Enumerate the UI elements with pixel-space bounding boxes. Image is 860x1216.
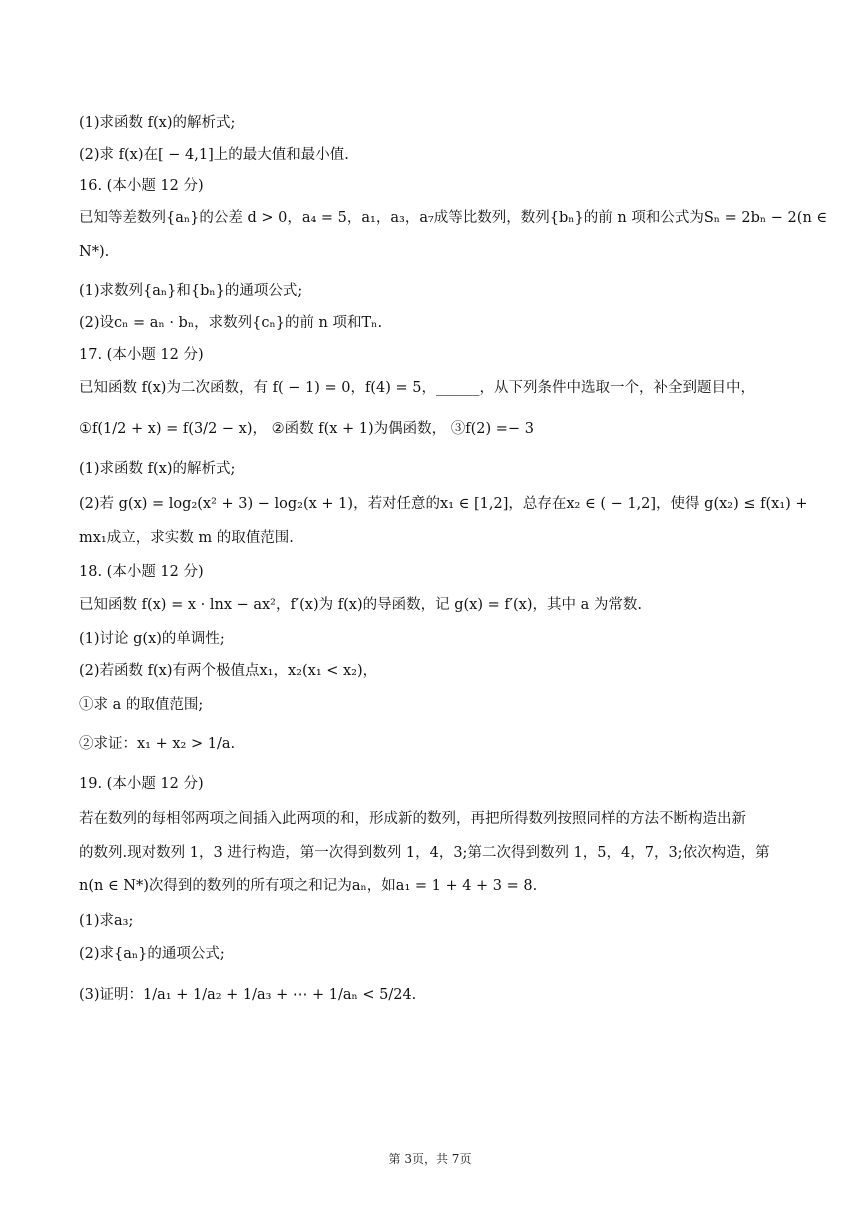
page-footer: 第 3页，共 7页 — [388, 1152, 472, 1166]
q19-heading: 19. (本小题 12 分) — [79, 776, 204, 792]
q17-part2-line1: (2)若 g(x) = log₂(x² + 3) − log₂(x + 1)，若对任意的x₁ ∈ [1,2]，总存在x₂ ∈ ( − 1,2]，使得 g(x₂) ≤ f(x₁) + — [79, 496, 808, 512]
q19-part3: (3)证明：1/a₁ + 1/a₂ + 1/a₃ + ⋯ + 1/aₙ < 5/24. — [79, 987, 417, 1003]
q19-part1: (1)求a₃; — [79, 913, 134, 929]
q16-part2: (2)设cₙ = aₙ · bₙ，求数列{cₙ}的前 n 项和Tₙ. — [79, 315, 383, 331]
q18-part2-sub2: ②求证：x₁ + x₂ > 1/a. — [79, 736, 236, 752]
q19-stem-line3: n(n ∈ N*)次得到的数列的所有项之和记为aₙ，如a₁ = 1 + 4 + 3 = 8. — [79, 878, 538, 894]
q17-part1: (1)求函数 f(x)的解析式; — [79, 461, 236, 477]
q18-part2-sub1: ①求 a 的取值范围; — [79, 697, 204, 713]
q17-conditions: ①f(1/2 + x) = f(3/2 − x)， ②函数 f(x + 1)为偶函数， ③f(2) =− 3 — [79, 421, 534, 437]
q19-part2: (2)求{aₙ}的通项公式; — [79, 946, 225, 962]
q15-part2: (2)求 f(x)在[ − 4,1]上的最大值和最小值. — [79, 147, 349, 163]
q16-heading: 16. (本小题 12 分) — [79, 178, 204, 194]
q19-stem-line1: 若在数列的每相邻两项之间插入此两项的和，形成新的数列，再把所得数列按照同样的方法不断构造出新 — [79, 811, 746, 827]
q18-part1: (1)讨论 g(x)的单调性; — [79, 631, 225, 647]
q15-part1: (1)求函数 f(x)的解析式; — [79, 115, 236, 131]
q18-heading: 18. (本小题 12 分) — [79, 564, 204, 580]
q18-stem: 已知函数 f(x) = x · lnx − ax²，f′(x)为 f(x)的导函数，记 g(x) = f′(x)，其中 a 为常数. — [79, 597, 642, 613]
q17-stem: 已知函数 f(x)为二次函数，有 f( − 1) = 0，f(4) = 5，______，从下列条件中选取一个，补全到题目中， — [79, 380, 755, 396]
q17-part2-line2: mx₁成立，求实数 m 的取值范围. — [79, 530, 294, 546]
q16-stem-line1: 已知等差数列{aₙ}的公差 d > 0，a₄ = 5，a₁，a₃，a₇成等比数列，数列{bₙ}的前 n 项和公式为Sₙ = 2bₙ − 2(n ∈ — [79, 210, 828, 226]
q17-heading: 17. (本小题 12 分) — [79, 347, 204, 363]
q16-part1: (1)求数列{aₙ}和{bₙ}的通项公式; — [79, 283, 303, 299]
q18-part2: (2)若函数 f(x)有两个极值点x₁，x₂(x₁ < x₂)， — [79, 663, 378, 679]
q19-stem-line2: 的数列.现对数列 1，3 进行构造，第一次得到数列 1，4，3;第二次得到数列 1，5，4，7，3;依次构造，第 — [79, 845, 770, 861]
q16-stem-line2: N*). — [79, 244, 110, 260]
